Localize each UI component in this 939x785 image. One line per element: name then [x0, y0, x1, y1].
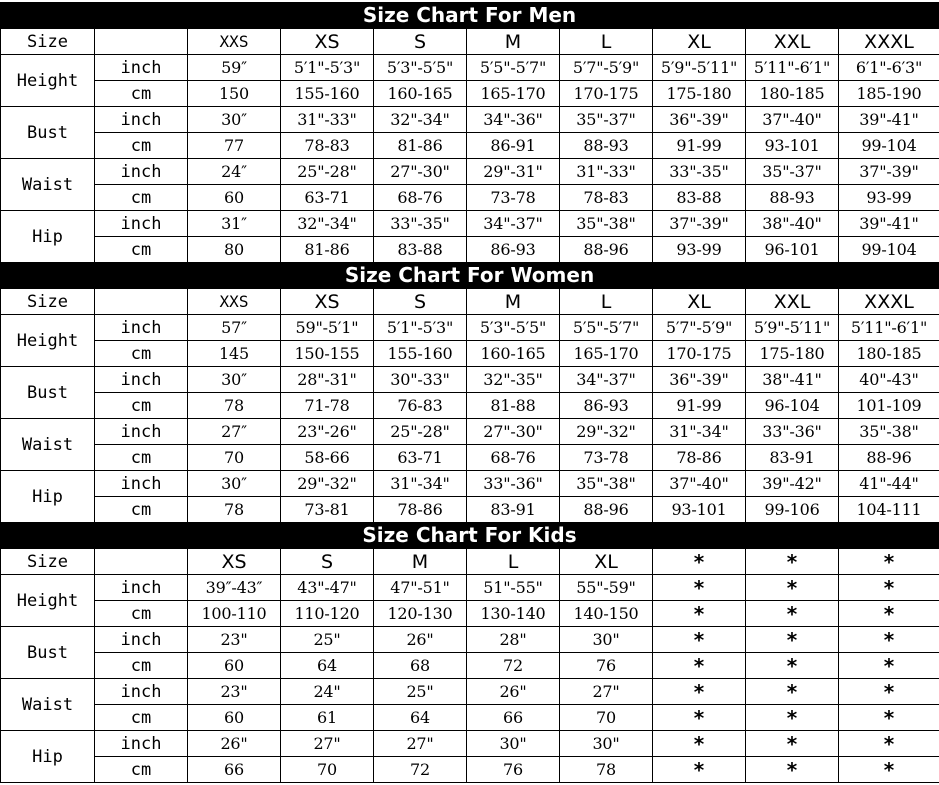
- size-value: 30″: [188, 471, 281, 497]
- size-heading: M: [467, 29, 560, 55]
- size-value: 47"-51": [374, 575, 467, 601]
- size-value: 30″: [188, 367, 281, 393]
- size-heading: M: [467, 289, 560, 315]
- size-value: 175-180: [653, 81, 746, 107]
- size-value: 35"-37": [560, 107, 653, 133]
- size-value: 26": [467, 679, 560, 705]
- size-value: 27": [374, 731, 467, 757]
- size-value: 5′3"-5′5": [467, 315, 560, 341]
- size-heading: S: [374, 289, 467, 315]
- table-row: [1, 419, 939, 445]
- size-heading: *: [746, 549, 839, 575]
- size-value: 29"-32": [560, 419, 653, 445]
- size-value: 73-78: [560, 445, 653, 471]
- size-value: 37"-40": [746, 107, 839, 133]
- unit-label: inch: [95, 575, 188, 601]
- size-value: 71-78: [281, 393, 374, 419]
- size-value: 38"-40": [746, 211, 839, 237]
- size-value: 63-71: [374, 445, 467, 471]
- size-value: 39″-43″: [188, 575, 281, 601]
- size-heading: XS: [281, 29, 374, 55]
- size-value: 37"-40": [653, 471, 746, 497]
- size-value: 31"-33": [281, 107, 374, 133]
- size-table: [0, 28, 939, 263]
- table-row: [1, 757, 939, 783]
- size-heading: *: [653, 549, 746, 575]
- size-value: *: [746, 575, 839, 601]
- size-value: *: [653, 601, 746, 627]
- size-value: 78-86: [374, 497, 467, 523]
- size-value: 180-185: [746, 81, 839, 107]
- size-heading: XXS: [188, 289, 281, 315]
- size-value: 27"-30": [467, 419, 560, 445]
- size-value: 63-71: [281, 185, 374, 211]
- size-value: 93-101: [653, 497, 746, 523]
- size-value: 28": [467, 627, 560, 653]
- size-value: 170-175: [653, 341, 746, 367]
- size-value: 64: [281, 653, 374, 679]
- size-label: Size: [1, 549, 95, 575]
- unit-label: cm: [95, 81, 188, 107]
- size-value: 33"-36": [467, 471, 560, 497]
- size-header-row: [1, 289, 939, 315]
- size-value: *: [746, 653, 839, 679]
- size-value: 38"-41": [746, 367, 839, 393]
- size-value: 30": [560, 627, 653, 653]
- measurement-label: Waist: [1, 419, 95, 471]
- size-value: 93-99: [653, 237, 746, 263]
- size-value: 91-99: [653, 133, 746, 159]
- size-value: 86-91: [467, 133, 560, 159]
- table-row: [1, 211, 939, 237]
- size-value: 78: [560, 757, 653, 783]
- size-heading: XS: [188, 549, 281, 575]
- size-heading: L: [467, 549, 560, 575]
- size-value: 99-104: [839, 237, 939, 263]
- size-value: 59″: [188, 55, 281, 81]
- size-value: 35"-38": [560, 471, 653, 497]
- size-value: 140-150: [560, 601, 653, 627]
- size-value: 23": [188, 627, 281, 653]
- size-value: 100-110: [188, 601, 281, 627]
- size-value: 60: [188, 185, 281, 211]
- size-value: 35"-38": [839, 419, 939, 445]
- size-value: *: [653, 705, 746, 731]
- size-value: 5′5"-5′7": [467, 55, 560, 81]
- size-value: 26": [374, 627, 467, 653]
- table-row: [1, 497, 939, 523]
- size-value: 70: [560, 705, 653, 731]
- size-value: 76-83: [374, 393, 467, 419]
- size-value: 37"-39": [839, 159, 939, 185]
- size-value: 27"-30": [374, 159, 467, 185]
- size-value: 32"-34": [281, 211, 374, 237]
- size-value: *: [653, 757, 746, 783]
- table-row: [1, 55, 939, 81]
- size-value: 5′1"-5′3": [374, 315, 467, 341]
- size-value: 31"-34": [374, 471, 467, 497]
- size-value: *: [746, 757, 839, 783]
- size-value: 31"-33": [560, 159, 653, 185]
- size-heading: XXL: [746, 29, 839, 55]
- size-value: *: [653, 653, 746, 679]
- section-title: Size Chart For Kids: [0, 522, 939, 548]
- size-value: 78: [188, 497, 281, 523]
- size-value: 5′1"-5′3": [281, 55, 374, 81]
- size-value: 81-86: [374, 133, 467, 159]
- size-value: 180-185: [839, 341, 939, 367]
- size-value: *: [746, 627, 839, 653]
- unit-label: inch: [95, 679, 188, 705]
- size-value: 73-78: [467, 185, 560, 211]
- size-value: 83-91: [746, 445, 839, 471]
- size-value: 73-81: [281, 497, 374, 523]
- size-value: 59"-5′1": [281, 315, 374, 341]
- measurement-label: Waist: [1, 679, 95, 731]
- size-value: 35"-37": [746, 159, 839, 185]
- size-label: Size: [1, 29, 95, 55]
- size-value: 99-104: [839, 133, 939, 159]
- size-value: 150-155: [281, 341, 374, 367]
- size-value: 78-83: [281, 133, 374, 159]
- size-header-row: [1, 549, 939, 575]
- table-row: [1, 367, 939, 393]
- size-value: 93-99: [839, 185, 939, 211]
- size-value: 96-101: [746, 237, 839, 263]
- unit-label: cm: [95, 497, 188, 523]
- blank-cell: [95, 289, 188, 315]
- unit-label: inch: [95, 367, 188, 393]
- size-value: 81-88: [467, 393, 560, 419]
- table-row: [1, 315, 939, 341]
- size-value: 36"-39": [653, 367, 746, 393]
- unit-label: cm: [95, 393, 188, 419]
- size-value: *: [839, 757, 939, 783]
- table-row: [1, 601, 939, 627]
- size-value: 39"-41": [839, 107, 939, 133]
- size-value: 72: [374, 757, 467, 783]
- size-value: 76: [560, 653, 653, 679]
- table-row: [1, 705, 939, 731]
- measurement-label: Height: [1, 315, 95, 367]
- size-value: 5′11"-6′1": [746, 55, 839, 81]
- size-heading: L: [560, 29, 653, 55]
- measurement-label: Bust: [1, 367, 95, 419]
- size-value: 61: [281, 705, 374, 731]
- size-value: 5′5"-5′7": [560, 315, 653, 341]
- size-value: 6′1"-6′3": [839, 55, 939, 81]
- size-value: 77: [188, 133, 281, 159]
- measurement-label: Hip: [1, 471, 95, 523]
- size-value: 88-96: [560, 237, 653, 263]
- size-value: 5′7"-5′9": [560, 55, 653, 81]
- size-value: 68-76: [467, 445, 560, 471]
- size-value: *: [653, 679, 746, 705]
- table-row: [1, 185, 939, 211]
- table-row: [1, 159, 939, 185]
- size-value: 37"-39": [653, 211, 746, 237]
- size-value: 5′3"-5′5": [374, 55, 467, 81]
- size-value: 31"-34": [653, 419, 746, 445]
- size-value: 88-93: [560, 133, 653, 159]
- unit-label: inch: [95, 731, 188, 757]
- size-value: *: [839, 601, 939, 627]
- size-value: 5′11"-6′1": [839, 315, 939, 341]
- table-row: [1, 107, 939, 133]
- table-row: [1, 81, 939, 107]
- size-value: 66: [188, 757, 281, 783]
- size-value: 130-140: [467, 601, 560, 627]
- unit-label: cm: [95, 653, 188, 679]
- size-heading: XL: [560, 549, 653, 575]
- size-value: 27″: [188, 419, 281, 445]
- unit-label: inch: [95, 55, 188, 81]
- unit-label: cm: [95, 341, 188, 367]
- size-value: *: [746, 679, 839, 705]
- size-value: 25": [281, 627, 374, 653]
- table-row: [1, 133, 939, 159]
- unit-label: inch: [95, 627, 188, 653]
- unit-label: cm: [95, 237, 188, 263]
- size-value: 30″: [188, 107, 281, 133]
- size-value: 72: [467, 653, 560, 679]
- size-value: 68: [374, 653, 467, 679]
- size-value: 175-180: [746, 341, 839, 367]
- size-value: 86-93: [560, 393, 653, 419]
- size-heading: S: [281, 549, 374, 575]
- unit-label: cm: [95, 445, 188, 471]
- size-value: *: [653, 575, 746, 601]
- size-heading: XS: [281, 289, 374, 315]
- size-value: 25"-28": [374, 419, 467, 445]
- size-value: 30": [560, 731, 653, 757]
- size-value: 104-111: [839, 497, 939, 523]
- size-value: 39"-41": [839, 211, 939, 237]
- size-value: 120-130: [374, 601, 467, 627]
- unit-label: cm: [95, 133, 188, 159]
- size-value: *: [839, 679, 939, 705]
- size-value: 34"-37": [467, 211, 560, 237]
- size-heading: XXL: [746, 289, 839, 315]
- size-value: 88-93: [746, 185, 839, 211]
- unit-label: inch: [95, 315, 188, 341]
- size-value: 83-88: [653, 185, 746, 211]
- size-value: 160-165: [374, 81, 467, 107]
- size-value: 64: [374, 705, 467, 731]
- size-value: 86-93: [467, 237, 560, 263]
- size-value: 5′9"-5′11": [746, 315, 839, 341]
- size-heading: L: [560, 289, 653, 315]
- size-value: 185-190: [839, 81, 939, 107]
- unit-label: inch: [95, 159, 188, 185]
- size-value: *: [839, 653, 939, 679]
- size-label: Size: [1, 289, 95, 315]
- section-title: Size Chart For Women: [0, 262, 939, 288]
- size-value: 165-170: [560, 341, 653, 367]
- size-header-row: [1, 29, 939, 55]
- table-row: [1, 679, 939, 705]
- size-heading: XXXL: [839, 29, 939, 55]
- size-value: 34"-37": [560, 367, 653, 393]
- size-value: 39"-42": [746, 471, 839, 497]
- size-value: 165-170: [467, 81, 560, 107]
- section-title: Size Chart For Men: [0, 2, 939, 28]
- size-value: 160-165: [467, 341, 560, 367]
- size-value: 25"-28": [281, 159, 374, 185]
- size-value: 70: [281, 757, 374, 783]
- measurement-label: Bust: [1, 627, 95, 679]
- size-value: *: [746, 601, 839, 627]
- blank-cell: [95, 549, 188, 575]
- size-value: *: [839, 627, 939, 653]
- size-value: 33"-35": [374, 211, 467, 237]
- size-value: *: [746, 731, 839, 757]
- size-heading: XL: [653, 29, 746, 55]
- size-value: 91-99: [653, 393, 746, 419]
- size-value: 29"-32": [281, 471, 374, 497]
- size-heading: XXS: [188, 29, 281, 55]
- table-row: [1, 393, 939, 419]
- size-value: 101-109: [839, 393, 939, 419]
- table-row: [1, 237, 939, 263]
- size-value: 33"-36": [746, 419, 839, 445]
- measurement-label: Bust: [1, 107, 95, 159]
- size-value: 145: [188, 341, 281, 367]
- size-value: *: [746, 705, 839, 731]
- measurement-label: Waist: [1, 159, 95, 211]
- size-value: 68-76: [374, 185, 467, 211]
- size-value: 26": [188, 731, 281, 757]
- size-value: 5′9"-5′11": [653, 55, 746, 81]
- size-table: [0, 288, 939, 523]
- size-value: 36"-39": [653, 107, 746, 133]
- size-value: 41"-44": [839, 471, 939, 497]
- measurement-label: Height: [1, 575, 95, 627]
- size-value: 60: [188, 705, 281, 731]
- table-row: [1, 575, 939, 601]
- unit-label: cm: [95, 757, 188, 783]
- measurement-label: Height: [1, 55, 95, 107]
- size-value: 34"-36": [467, 107, 560, 133]
- size-value: 31″: [188, 211, 281, 237]
- size-value: 110-120: [281, 601, 374, 627]
- size-value: 57″: [188, 315, 281, 341]
- measurement-label: Hip: [1, 731, 95, 783]
- size-value: 78-83: [560, 185, 653, 211]
- size-value: 24″: [188, 159, 281, 185]
- size-value: 78-86: [653, 445, 746, 471]
- size-value: 27": [560, 679, 653, 705]
- size-value: 155-160: [374, 341, 467, 367]
- size-value: 32"-34": [374, 107, 467, 133]
- size-value: *: [653, 731, 746, 757]
- size-value: 70: [188, 445, 281, 471]
- size-value: 60: [188, 653, 281, 679]
- table-row: [1, 731, 939, 757]
- size-value: 155-160: [281, 81, 374, 107]
- size-value: 25": [374, 679, 467, 705]
- size-value: 51"-55": [467, 575, 560, 601]
- unit-label: inch: [95, 471, 188, 497]
- table-row: [1, 627, 939, 653]
- size-heading: M: [374, 549, 467, 575]
- size-value: 150: [188, 81, 281, 107]
- size-heading: XL: [653, 289, 746, 315]
- size-table: [0, 548, 939, 783]
- measurement-label: Hip: [1, 211, 95, 263]
- size-value: 96-104: [746, 393, 839, 419]
- unit-label: cm: [95, 601, 188, 627]
- table-row: [1, 653, 939, 679]
- size-value: 88-96: [560, 497, 653, 523]
- size-value: 80: [188, 237, 281, 263]
- table-row: [1, 341, 939, 367]
- size-value: 32"-35": [467, 367, 560, 393]
- size-value: 30": [467, 731, 560, 757]
- size-value: *: [653, 627, 746, 653]
- size-value: 5′7"-5′9": [653, 315, 746, 341]
- size-heading: *: [839, 549, 939, 575]
- size-value: 33"-35": [653, 159, 746, 185]
- size-value: 88-96: [839, 445, 939, 471]
- size-value: 30"-33": [374, 367, 467, 393]
- size-value: 93-101: [746, 133, 839, 159]
- unit-label: inch: [95, 211, 188, 237]
- unit-label: cm: [95, 185, 188, 211]
- unit-label: cm: [95, 705, 188, 731]
- size-value: *: [839, 731, 939, 757]
- size-value: 35"-38": [560, 211, 653, 237]
- size-value: 55"-59": [560, 575, 653, 601]
- size-value: 99-106: [746, 497, 839, 523]
- size-value: 40"-43": [839, 367, 939, 393]
- unit-label: inch: [95, 107, 188, 133]
- unit-label: inch: [95, 419, 188, 445]
- size-value: 83-88: [374, 237, 467, 263]
- size-value: 81-86: [281, 237, 374, 263]
- size-value: 28"-31": [281, 367, 374, 393]
- size-value: 29"-31": [467, 159, 560, 185]
- table-row: [1, 445, 939, 471]
- size-value: 23": [188, 679, 281, 705]
- size-value: 66: [467, 705, 560, 731]
- blank-cell: [95, 29, 188, 55]
- size-value: 23"-26": [281, 419, 374, 445]
- size-heading: XXXL: [839, 289, 939, 315]
- size-value: 170-175: [560, 81, 653, 107]
- size-value: 24": [281, 679, 374, 705]
- table-row: [1, 471, 939, 497]
- size-value: 58-66: [281, 445, 374, 471]
- size-value: 76: [467, 757, 560, 783]
- size-heading: S: [374, 29, 467, 55]
- size-value: *: [839, 575, 939, 601]
- size-value: 27": [281, 731, 374, 757]
- size-value: 78: [188, 393, 281, 419]
- size-value: *: [839, 705, 939, 731]
- size-value: 43"-47": [281, 575, 374, 601]
- size-value: 83-91: [467, 497, 560, 523]
